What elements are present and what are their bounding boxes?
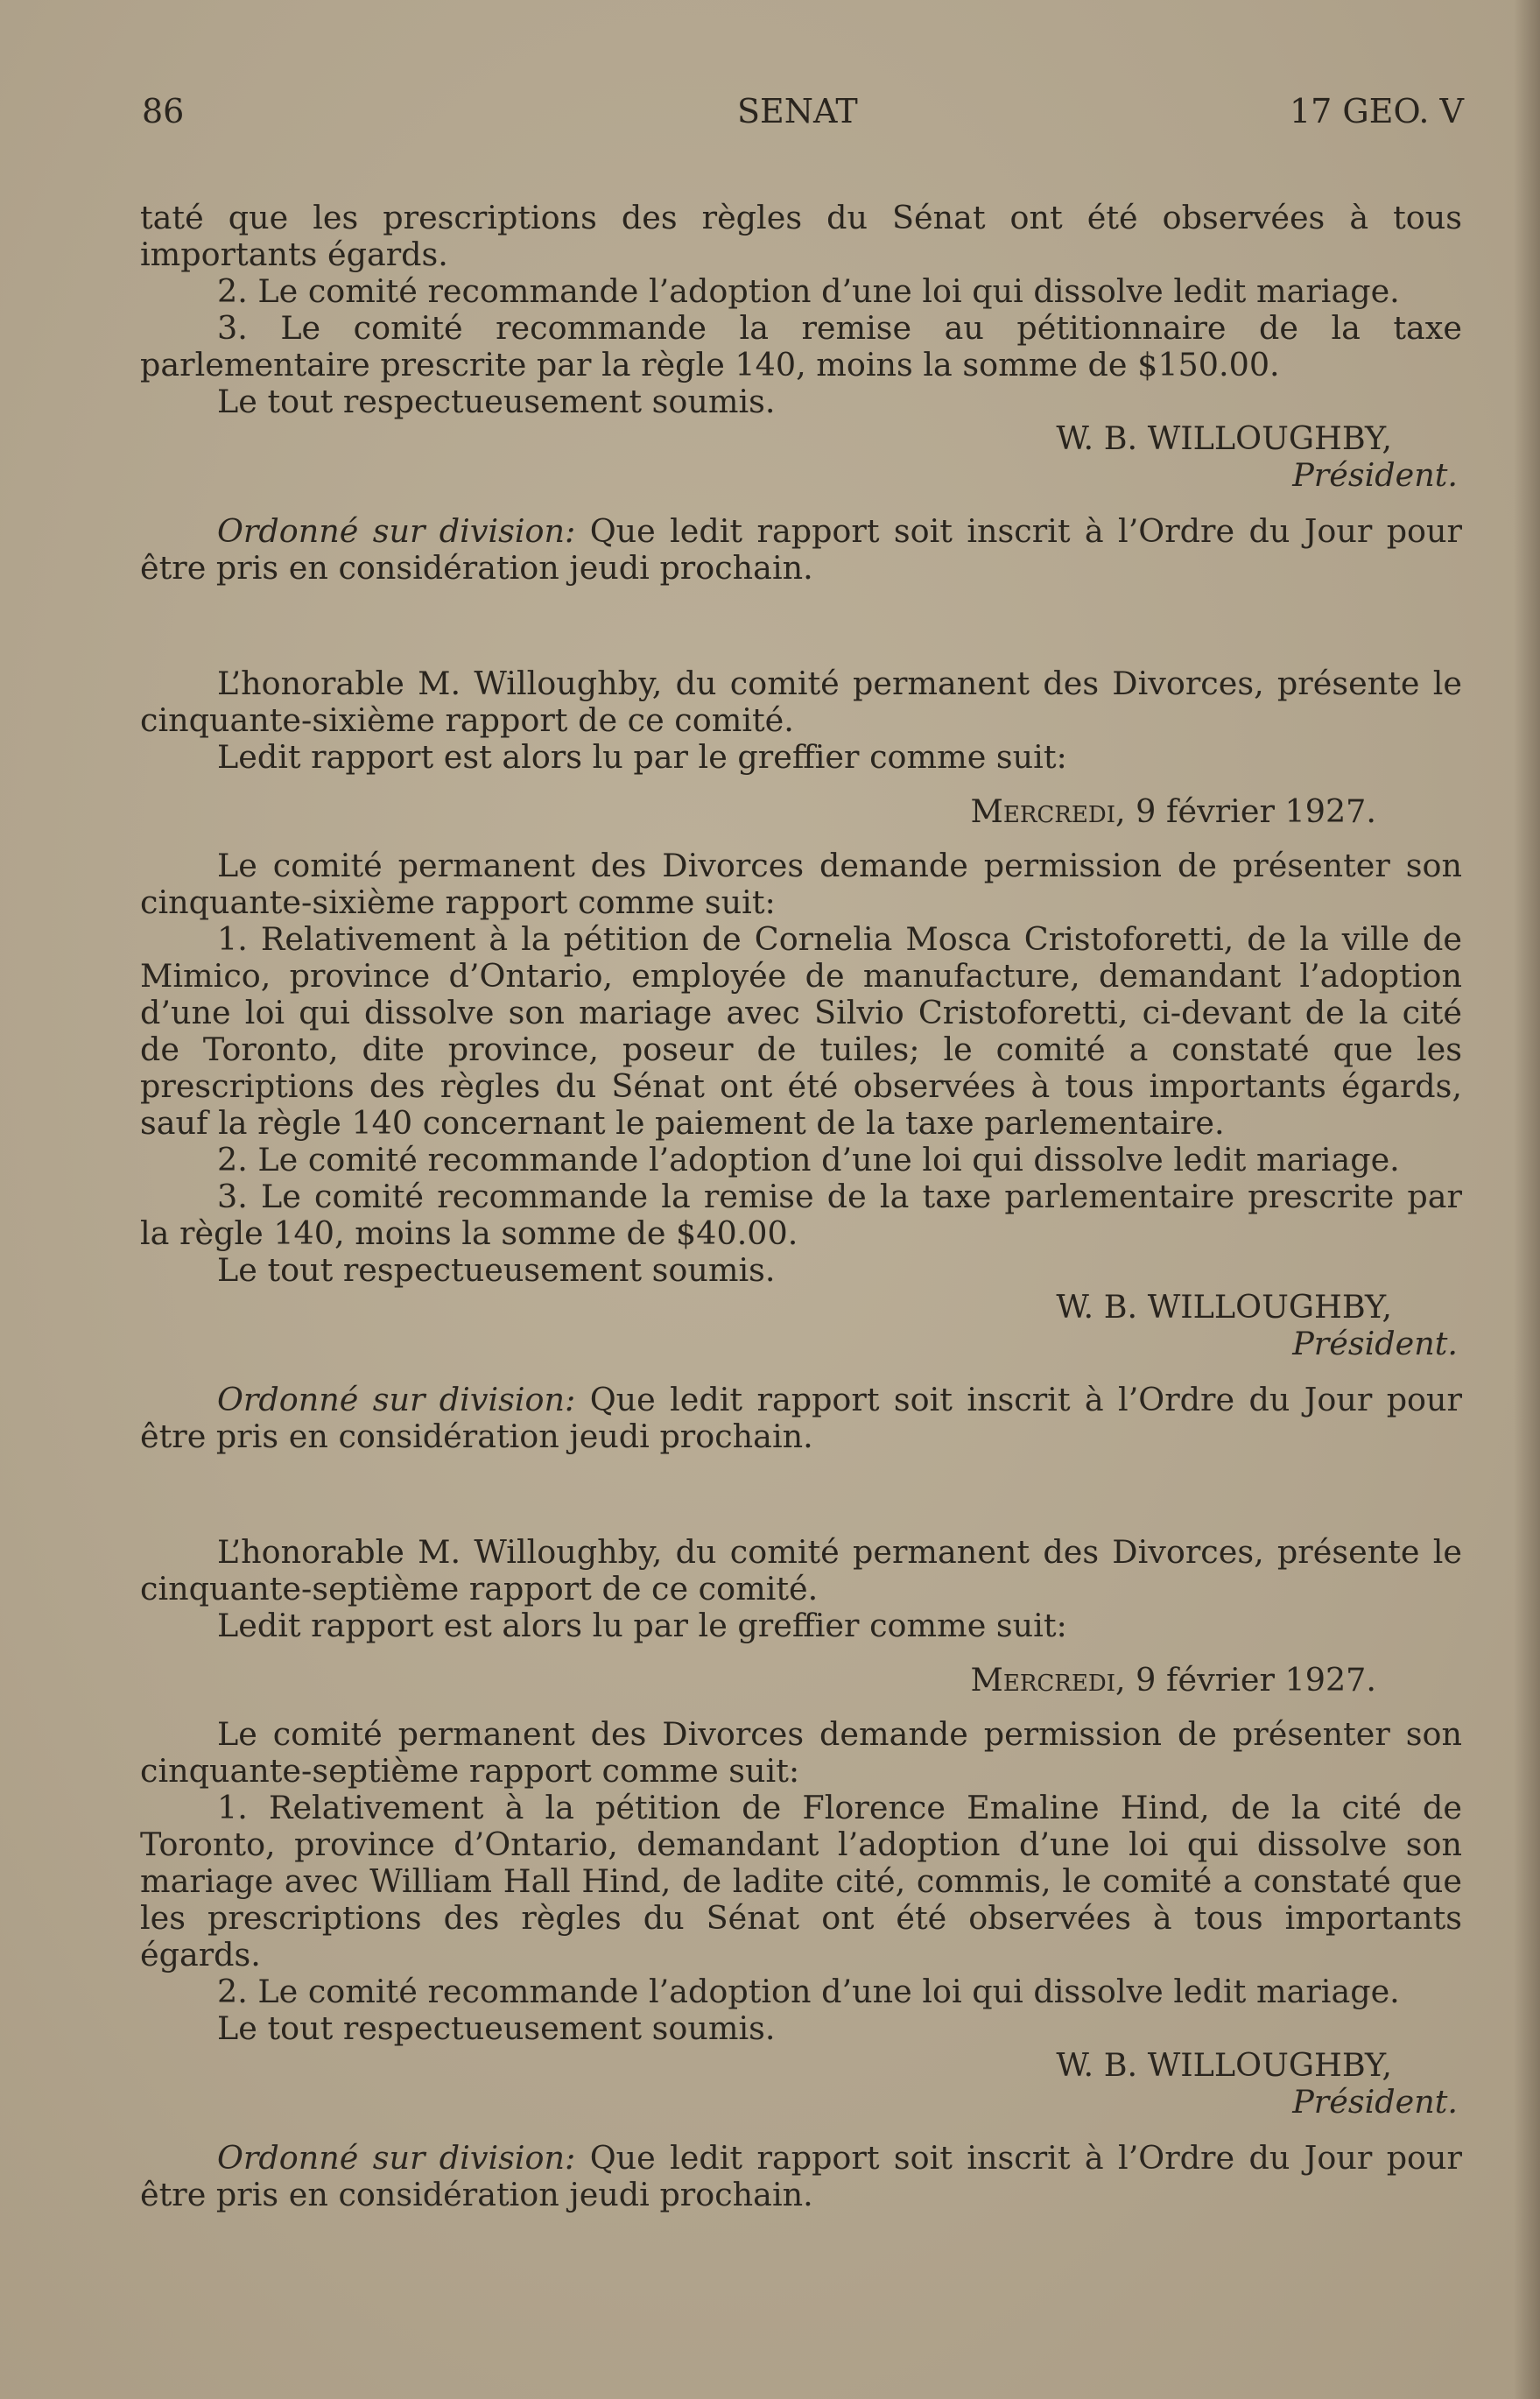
signature-role: Président. bbox=[1292, 456, 1458, 494]
paragraph-continued: taté que les prescriptions des règles du Sénat ont été observées à tous importants égards. bbox=[140, 199, 1462, 273]
order-text: Que ledit rapport soit inscrit à l’Ordre du Jour pour être pris en considération jeudi prochain. bbox=[140, 2139, 1462, 2213]
paragraph-request: Le comité permanent des Divorces demande permission de présenter son cinquante-sixième rapport comme suit: bbox=[140, 847, 1462, 921]
paragraph-request: Le comité permanent des Divorces demande permission de présenter son cinquante-septième rapport comme suit: bbox=[140, 1715, 1462, 1790]
paragraph-order bbox=[140, 1382, 1462, 1455]
paragraph-item-2: 2. Le comité recommande l’adoption d’une loi qui dissolve ledit mariage. bbox=[217, 1973, 1400, 2010]
header-session: 17 GEO. V bbox=[1289, 92, 1464, 130]
paragraph-closing: Le tout respectueusement soumis. bbox=[217, 2009, 776, 2047]
paragraph-intro: L’honorable M. Willoughby, du comité permanent des Divorces, présente le cinquante-sixième rapport de ce comité. bbox=[140, 665, 1462, 739]
signature-name: W. B. WILLOUGHBY, bbox=[1056, 2046, 1392, 2084]
report-date bbox=[140, 793, 1462, 830]
order-label: Ordonné sur division: bbox=[217, 512, 576, 550]
paragraph-closing: Le tout respectueusement soumis. bbox=[217, 1251, 776, 1289]
paragraph-intro: L’honorable M. Willoughby, du comité permanent des Divorces, présente le cinquante-septième rapport de ce comité. bbox=[140, 1533, 1462, 1608]
paragraph-order bbox=[140, 2140, 1462, 2213]
page-number: 86 bbox=[142, 92, 185, 130]
signature-name: W. B. WILLOUGHBY, bbox=[1056, 419, 1392, 457]
paragraph-read: Ledit rapport est alors lu par le greffier comme suit: bbox=[217, 1607, 1067, 1644]
paragraph-read: Ledit rapport est alors lu par le greffier comme suit: bbox=[217, 738, 1067, 776]
order-label: Ordonné sur division: bbox=[217, 2139, 576, 2177]
document-body bbox=[140, 200, 1462, 2213]
paragraph-closing: Le tout respectueusement soumis. bbox=[217, 383, 776, 420]
date-rest: 9 février 1927. bbox=[1125, 1661, 1376, 1699]
signature-name: W. B. WILLOUGHBY, bbox=[1056, 1288, 1392, 1326]
report-date bbox=[140, 1662, 1462, 1699]
header-title: SENAT bbox=[737, 92, 858, 130]
order-text: Que ledit rapport soit inscrit à l’Ordre du Jour pour être pris en considération jeudi prochain. bbox=[140, 512, 1462, 587]
paragraph-item-1: 1. Relativement à la pétition de Cornelia Mosca Cristoforetti, de la ville de Mimico, province d’Ontario, employée de manufacture, demandant l’adoption d’une loi qui dissolve son mariage avec Silvio Cristoforetti, ci-devant de la cité de Toronto, dite province, poseur de tuiles; le comité a constaté que les prescriptions des règles du Sénat ont été observées à tous importants égards, sauf la règle 140 concernant le paiement de la taxe parlementaire. bbox=[140, 920, 1462, 1142]
order-text: Que ledit rapport soit inscrit à l’Ordre du Jour pour être pris en considération jeudi prochain. bbox=[140, 1381, 1462, 1455]
paragraph-order bbox=[140, 513, 1462, 587]
date-day: Mercredi, bbox=[970, 792, 1126, 830]
order-label: Ordonné sur division: bbox=[217, 1381, 576, 1418]
paragraph-item-3: 3. Le comité recommande la remise de la taxe parlementaire prescrite par la règle 140, moins la somme de $40.00. bbox=[140, 1178, 1462, 1252]
page-edge-shadow bbox=[1514, 0, 1540, 2399]
paragraph-item-2: 2. Le comité recommande l’adoption d’une loi qui dissolve ledit mariage. bbox=[217, 1141, 1400, 1178]
signature-role: Président. bbox=[1292, 2083, 1458, 2121]
date-rest: 9 février 1927. bbox=[1125, 792, 1376, 830]
date-day: Mercredi, bbox=[970, 1661, 1126, 1699]
paragraph-item-3: 3. Le comité recommande la remise au pétitionnaire de la taxe parlementaire prescrite par la règle 140, moins la somme de $150.00. bbox=[140, 309, 1462, 383]
paragraph-item-1: 1. Relativement à la pétition de Florence Emaline Hind, de la cité de Toronto, province d’Ontario, demandant l’adoption d’une loi qui dissolve son mariage avec William Hall Hind, de ladite cité, commis, le comité a constaté que les prescriptions des règles du Sénat ont été observées à tous importants égards. bbox=[140, 1789, 1462, 1973]
signature-role: Président. bbox=[1292, 1325, 1458, 1362]
running-header bbox=[142, 92, 1464, 136]
paragraph-item-2: 2. Le comité recommande l’adoption d’une loi qui dissolve ledit mariage. bbox=[217, 272, 1400, 310]
